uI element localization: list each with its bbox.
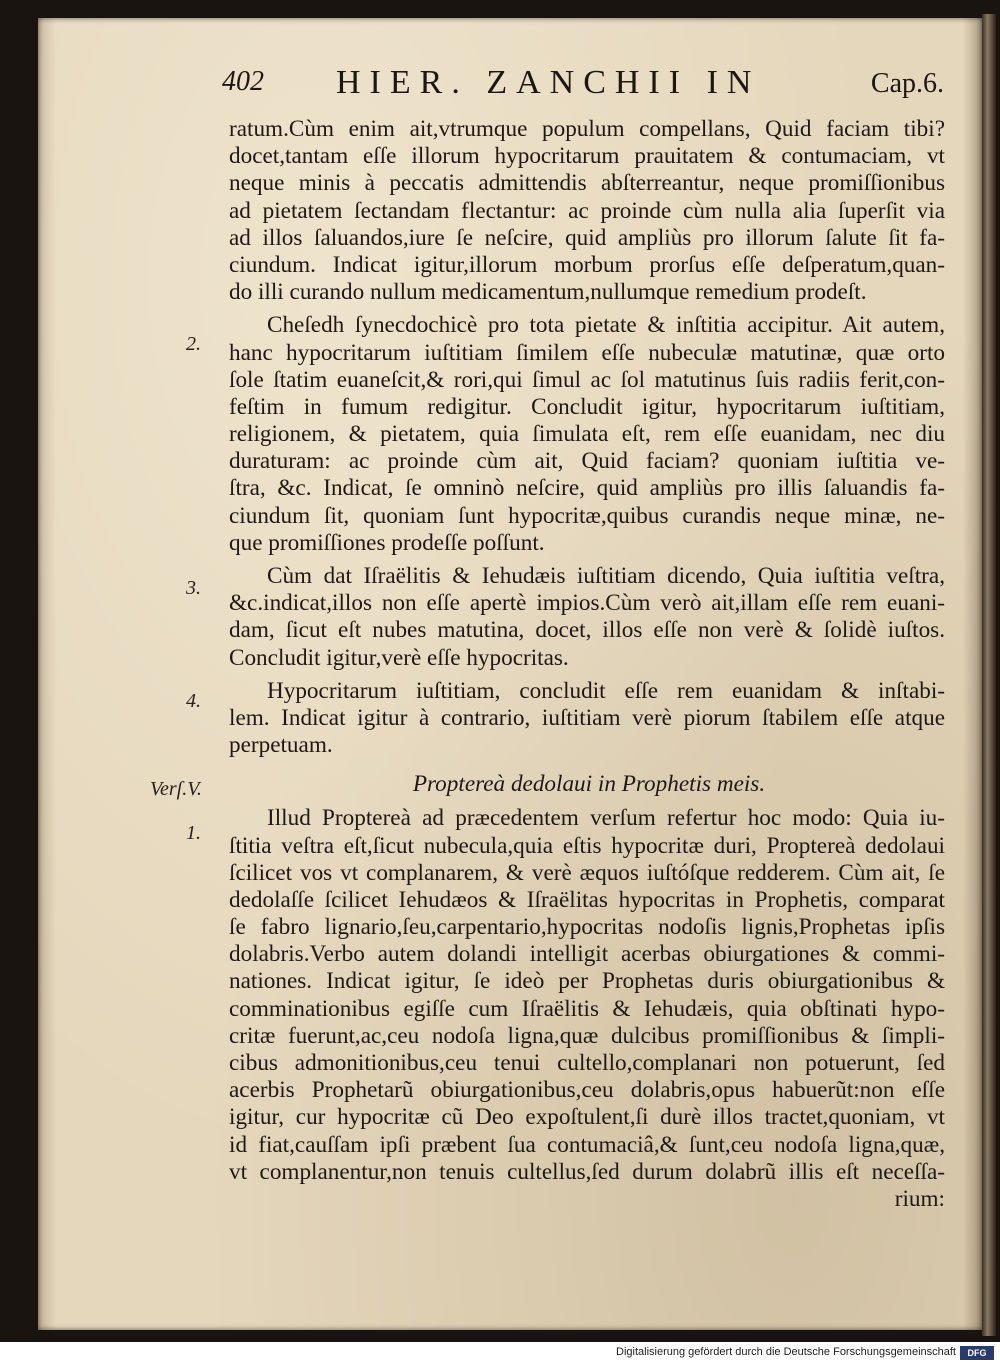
text-line: do illi curando nullum medicamentum,nullumque remedium prodeſt.: [229, 279, 867, 306]
dfg-logo: DFG: [960, 1346, 994, 1360]
text-line: Cheſedh ſynecdochicè pro tota pietate & inſtitia accipitur. Ait autem,: [267, 312, 945, 339]
text-line: id fiat,cauſſam ipſi præbent ſua contumaciâ,& ſunt,ceu nodoſa ligna,quæ,: [229, 1131, 945, 1158]
text-line: lem. Indicat igitur à contrario, iuſtitiam verè piorum ſtabilem eſſe atque: [229, 704, 945, 731]
text-line: ciundum. Indicat igitur,illorum morbum prorſus eſſe deſperatum,quan-: [229, 251, 945, 278]
text-line: ciundum ſit, quoniam ſunt hypocritæ,quibus curandis neque minæ, ne-: [229, 502, 945, 529]
text-line: igitur, cur hypocritæ cũ Deo expoſtulent,ſi durè illos tractet,quoniam, vt: [229, 1104, 945, 1131]
margin-note: 4.: [186, 690, 201, 712]
text-line: ſe fabro lignario,ſeu,carpentario,hypocritas nodoſis lignis,Prophetas ipſis: [229, 914, 945, 941]
digitization-footer: [0, 1342, 1000, 1364]
funding-credit: Digitalisierung gefördert durch die Deutsche Forschungsgemeinschaft: [616, 1346, 956, 1358]
margin-note: 1.: [186, 822, 201, 844]
text-line: rium:: [894, 1185, 945, 1212]
text-line: que promiſſiones prodeſſe poſſunt.: [229, 529, 545, 556]
text-line: neque minis à peccatis admittendis abſterreantur, neque promiſſionibus: [229, 170, 945, 197]
text-line: ad illos ſaluandos,iure ſe neſcire, quid ampliùs pro illorum ſalute ſit fa-: [229, 224, 945, 251]
text-line: duraturam: ac proinde cùm ait, Quid faciam? quoniam iuſtitia ve-: [229, 448, 945, 475]
text-line: Hypocritarum iuſtitiam, concludit eſſe rem euanidam & inſtabi-: [267, 677, 945, 704]
text-line: Illud Proptereà ad præcedentem verſum refertur hoc modo: Quia iu-: [267, 805, 945, 832]
margin-note: Verſ.V.: [150, 778, 202, 800]
text-line: hanc hypocritarum iuſtitiam ſimilem eſſe nubeculæ matutinæ, quæ orto: [229, 339, 945, 366]
text-line: dam, ſicut eſt nubes matutina, docet, illos eſſe non verè & ſolidè iuſtos.: [229, 617, 945, 644]
text-line: ratum.Cùm enim ait,vtrumque populum compellans, Quid faciam tibi?: [229, 116, 945, 142]
running-title: HIER. ZANCHII IN: [336, 64, 761, 101]
folio-number: 402: [222, 66, 264, 97]
text-line: nationes. Indicat igitur, ſe ideò per Prophetas duris obiurgationibus &: [229, 968, 945, 995]
text-line: &c.indicat,illos non eſſe apertè impios.Cùm verò ait,illam eſſe rem euani-: [229, 590, 945, 617]
text-line: feſtim in fumum redigitur. Concludit igitur, hypocritarum iuſtitiam,: [229, 393, 945, 420]
text-line: critæ fuerunt,ac,ceu nodoſa ligna,quæ dulcibus promiſſionibus & ſimpli-: [229, 1022, 945, 1049]
body-text: [229, 116, 945, 1213]
text-line: comminationibus egiſſe cum Iſraëlitis & Iehudæis, quia obſtinati hypo-: [229, 995, 945, 1022]
text-line: docet,tantam eſſe illorum hypocritarum prauitatem & contumaciam, vt: [229, 143, 945, 170]
text-line: dedolaſſe ſcilicet Iehudæos & Iſraëlitas hypocritas in Prophetis, comparat: [229, 886, 945, 913]
text-line: dolabris.Verbo autem dolandi intelligit acerbas obiurgationes & commi-: [229, 941, 945, 968]
text-line: ſole ſtatim euaneſcit,& rori,qui ſimul ac ſol matutinus ſuis radiis ferit,con-: [229, 366, 945, 393]
text-line: ad pietatem ſectandam flectantur: ac proinde cùm nulla alia ſuperſit via: [229, 197, 945, 224]
text-line: ſtitia veſtra eſt,ſicut nubecula,quia eſtis hypocritæ duri, Proptereà dedolaui: [229, 832, 945, 859]
text-line: religionem, & pietatem, quia ſimulata eſt, rem eſſe euanidam, nec diu: [229, 421, 945, 448]
text-line: cibus admonitionibus,ceu tenui cultello,complanari non potuerunt, ſed: [229, 1050, 945, 1076]
margin-note: 2.: [186, 333, 201, 355]
text-line: Cùm dat Iſraëlitis & Iehudæis iuſtitiam dicendo, Quia iuſtitia veſtra,: [267, 563, 945, 589]
text-line: acerbis Prophetarũ obiurgationibus,ceu dolabris,opus habuerũt:non eſſe: [229, 1077, 945, 1104]
margin-note: 3.: [186, 577, 201, 599]
page-header: [186, 64, 956, 108]
chapter-label: Cap.6.: [870, 68, 944, 99]
text-line: ſtra, &c. Indicat, ſe omninò neſcire, quid ampliùs pro illis ſaluandis fa-: [229, 475, 945, 502]
text-line: perpetuam.: [229, 732, 333, 759]
text-line: Concludit igitur,verè eſſe hypocritas.: [229, 644, 569, 671]
section-heading: Proptereà dedolaui in Prophetis meis.: [412, 771, 766, 798]
text-line: vt complanentur,non tenuis cultellus,ſed durum dolabrũ illis eſt neceſſa-: [229, 1158, 945, 1185]
page-edge: [982, 14, 996, 1336]
text-line: ſcilicet vos vt complanarem, & verè æquos iuſtóſque redderem. Cùm ait, ſe: [229, 859, 945, 886]
